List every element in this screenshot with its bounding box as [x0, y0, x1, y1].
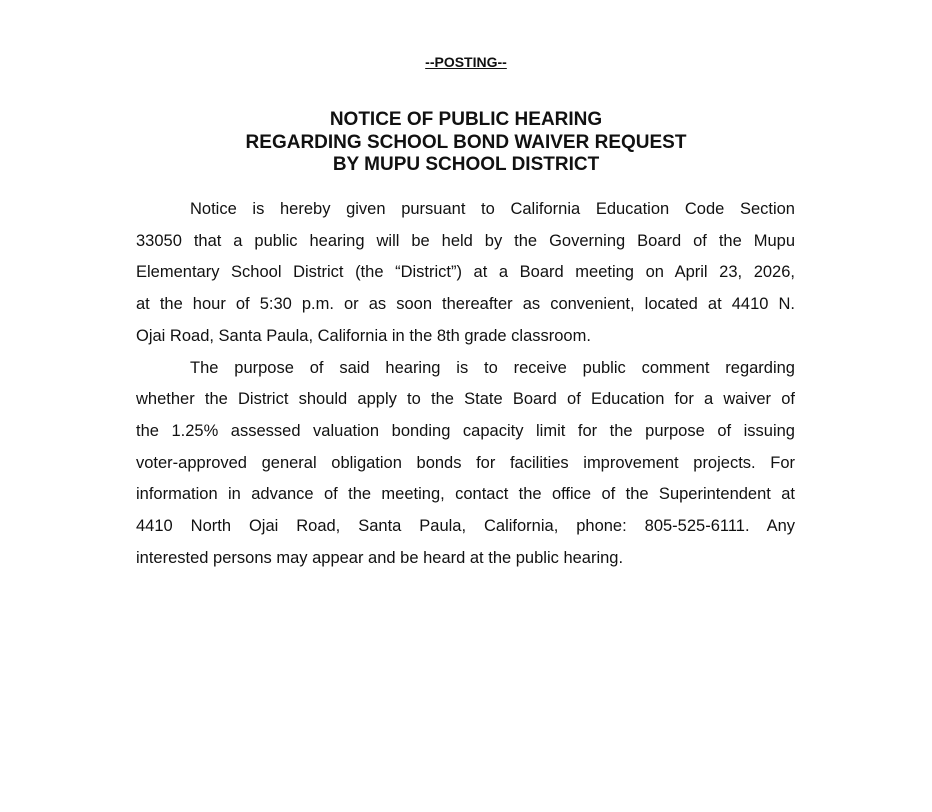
notice-body	[136, 194, 795, 574]
paragraph-line: information in advance of the meeting, contact the office of the Superintendent at	[136, 485, 795, 504]
title-line-1: NOTICE OF PUBLIC HEARING	[329, 109, 603, 130]
paragraph-line: voter-approved general obligation bonds for facilities improvement projects. For	[136, 453, 795, 472]
title-line-3: BY MUPU SCHOOL DISTRICT	[332, 154, 600, 175]
paragraph-line: Notice is hereby given pursuant to California Education Code Section	[190, 200, 795, 218]
paragraph-line: at the hour of 5:30 p.m. or as soon thereafter as convenient, located at 4410 N.	[136, 295, 795, 314]
paragraph-line: interested persons may appear and be heard at the public hearing.	[136, 548, 624, 567]
paragraph-line: Elementary School District (the “District”) at a Board meeting on April 23, 2026,	[136, 263, 795, 282]
paragraph-hearing-purpose	[136, 353, 795, 575]
paragraph-hearing-details	[136, 194, 795, 353]
notice-title	[0, 109, 932, 177]
paragraph-line: Ojai Road, Santa Paula, California in the 8th grade classroom.	[136, 326, 591, 345]
title-line-2: REGARDING SCHOOL BOND WAIVER REQUEST	[245, 131, 687, 153]
posting-label-text: --POSTING--	[425, 54, 507, 70]
paragraph-line: whether the District should apply to the State Board of Education for a waiver of	[136, 390, 795, 409]
paragraph-line: The purpose of said hearing is to receive public comment regarding	[190, 358, 795, 377]
paragraph-line: 4410 North Ojai Road, Santa Paula, California, phone: 805-525-6111. Any	[136, 517, 795, 536]
paragraph-line: the 1.25% assessed valuation bonding capacity limit for the purpose of issuing	[136, 421, 795, 440]
paragraph-line: 33050 that a public hearing will be held by the Governing Board of the Mupu	[136, 231, 795, 250]
posting-label	[0, 53, 932, 71]
